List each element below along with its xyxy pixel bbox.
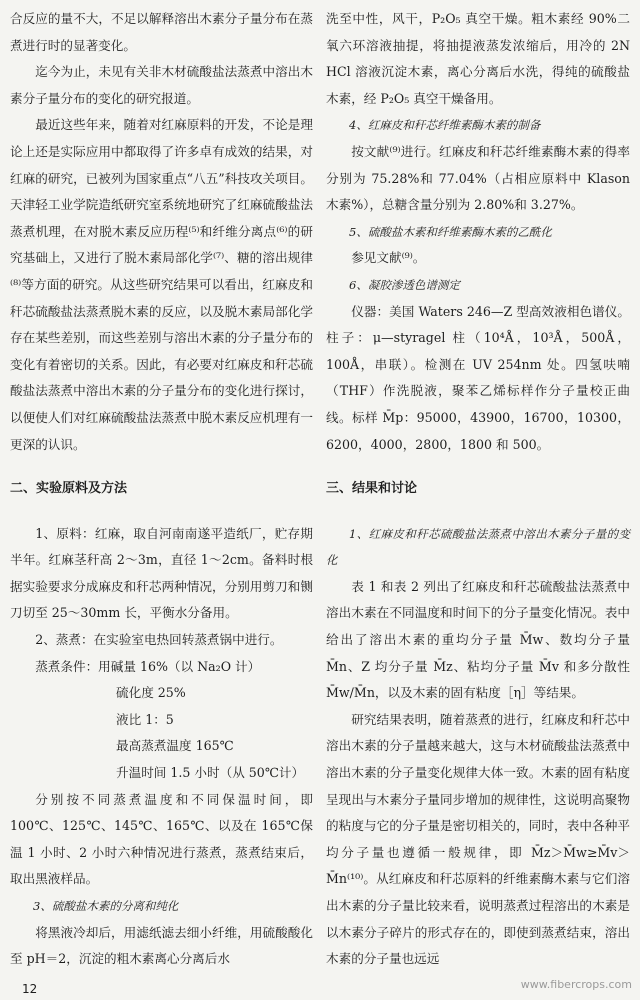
paragraph: 按文献⁽⁹⁾进行。红麻皮和秆芯纤维素酶木素的得率分别为 75.28%和 77.04%（占相应原料中 Klason 木素%），总糖含量分别为 2.80%和 3.27%。	[326, 143, 630, 213]
cooking-condition: 硫化度 25%	[116, 685, 186, 701]
spacer	[326, 503, 630, 521]
paragraph-raw-material: 1、原料：红麻，取自河南南遂平造纸厂，贮存期半年。红麻茎秆高 2～3m，直径 1～2cm。备料时根据实验要求分成麻皮和秆芯两种情况，分别用剪刀和铡刀切至 25～30mm 长，平衡水分备用。	[10, 525, 313, 621]
cooking-condition: 液比 1：5	[116, 711, 174, 727]
paragraph: 研究结果表明，随着蒸煮的进行，红麻皮和秆芯中溶出木素的分子量越来越大，这与木材硫酸盐法蒸煮中溶出木素的分子量变化规律大体一致。木素的固有粘度呈现出与木素分子量同步增加的规律性，这说明高聚物的粘度与它的分子量是密切相关的，同时，表中各种平均分子量也遵循一般规律，即 M̄z＞M̄w≥M̄v＞M̄n⁽¹⁰⁾。从红麻皮和秆芯原料的纤维素酶木素与它们溶出木素的分子量比较来看，说明蒸煮过程溶出的木素是以木素分子碎片的形式存在的，即使到蒸煮结束，溶出木素的分子量也远远	[326, 711, 630, 967]
cooking-conditions-title: 蒸煮条件：用碱量 16%（以 Na₂O 计）	[35, 658, 261, 674]
cooking-condition: 最高蒸煮温度 165℃	[116, 738, 234, 754]
spacer	[10, 503, 313, 521]
cooking-condition: 升温时间 1.5 小时（从 50℃计）	[116, 765, 305, 781]
paragraph-cooking: 2、蒸煮：在实验室电热回转蒸煮锅中进行。	[35, 632, 283, 648]
paragraph: 表 1 和表 2 列出了红麻皮和秆芯硫酸盐法蒸煮中溶出木素在不同温度和时间下的分子量变化情况。表中给出了溶出木素的重均分子量 M̄w、数均分子量 M̄n、Z 均分子量 M̄z、粘均分子量 M̄v 和多分散性 M̄w/M̄n，以及木素的固有粘度［η］等结果。	[326, 578, 630, 701]
spacer	[326, 458, 630, 476]
paragraph: 最近这些年来，随着对红麻原料的开发，不论是理论上还是实际应用中都取得了许多卓有成效的结果，对红麻的研究，已被列为国家重点“八五”科技攻关项目。天津轻工业学院造纸研究室系统地研究了红麻硫酸盐法蒸煮机理，在对脱木素反应历程⁽⁵⁾和纤维分离点⁽⁶⁾的研究基础上，又进行了脱木素局部化学⁽⁷⁾、糖的溶出规律⁽⁸⁾等方面的研究。从这些研究结果可以看出，红麻皮和秆芯硫酸盐法蒸煮脱木素的反应，以及脱木素局部化学存在某些差别，而这些差别与溶出木素的分子量分布的变化有着密切的关系。因此，有必要对红麻皮和秆芯硫酸盐法蒸煮中溶出木素的分子量分布的变化进行探讨，以便使人们对红麻硫酸盐法蒸煮中脱木素反应机理有一更深的认识。	[10, 117, 313, 452]
section-heading-materials: 二、实验原料及方法	[10, 481, 128, 497]
paragraph: 分别按不同蒸煮温度和不同保温时间，即 100℃、125℃、145℃、165℃、以及在 165℃保温 1 小时、2 小时六种情况进行蒸煮，蒸煮结束后，取出黑液样品。	[10, 791, 313, 887]
spacer	[10, 458, 313, 476]
paragraph: 合反应的量不大，不足以解释溶出木素分子量分布在蒸煮进行时的显著变化。	[10, 11, 313, 53]
paragraph: 迄今为止，未见有关非木材硫酸盐法蒸煮中溶出木素分子量分布的变化的研究报道。	[10, 64, 313, 106]
right-column	[326, 6, 630, 973]
subsection-heading: 5、硫酸盐木素和纤维素酶木素的乙酰化	[349, 224, 552, 239]
left-column	[10, 6, 313, 973]
subsection-heading: 1、红麻皮和秆芯硫酸盐法蒸煮中溶出木素分子量的变化	[326, 526, 630, 568]
subsection-heading: 4、红麻皮和秆芯纤维素酶木素的制备	[349, 118, 541, 133]
paragraph: 洗至中性，风干，P₂O₅ 真空干燥。粗木素经 90%二氧六环溶液抽提，将抽提液蒸发浓缩后，用冷的 2N HCl 溶液沉淀木素，离心分离后水洗，得纯的硫酸盐木素，经 P₂O₅ 真空干燥备用。	[326, 11, 630, 106]
subsection-heading: 6、凝胶渗透色谱测定	[349, 277, 460, 292]
paragraph: 将黑液冷却后，用滤纸滤去细小纤维，用硫酸酸化至 pH＝2，沉淀的粗木素离心分离后水	[10, 924, 313, 967]
section-heading-results: 三、结果和讨论	[326, 481, 418, 497]
watermark: www.fibercrops.com	[520, 978, 632, 991]
page-number: 12	[22, 982, 38, 996]
subsection-heading: 3、硫酸盐木素的分离和纯化	[33, 899, 179, 913]
paragraph: 参见文献⁽⁹⁾。	[351, 250, 426, 266]
paragraph-gpc: 仪器：美国 Waters 246—Z 型高效液相色谱仪。柱子：μ—styragel 柱（10⁴Å，10³Å，500Å，100Å，串联）。检测在 UV 254nm 处。四氢呋喃（THF）作洗脱液，聚苯乙烯标样作分子量校正曲线。标样 M̄p：95000，43900，16700，10300，6200，4000，2800，1800 和 500。	[326, 303, 630, 452]
